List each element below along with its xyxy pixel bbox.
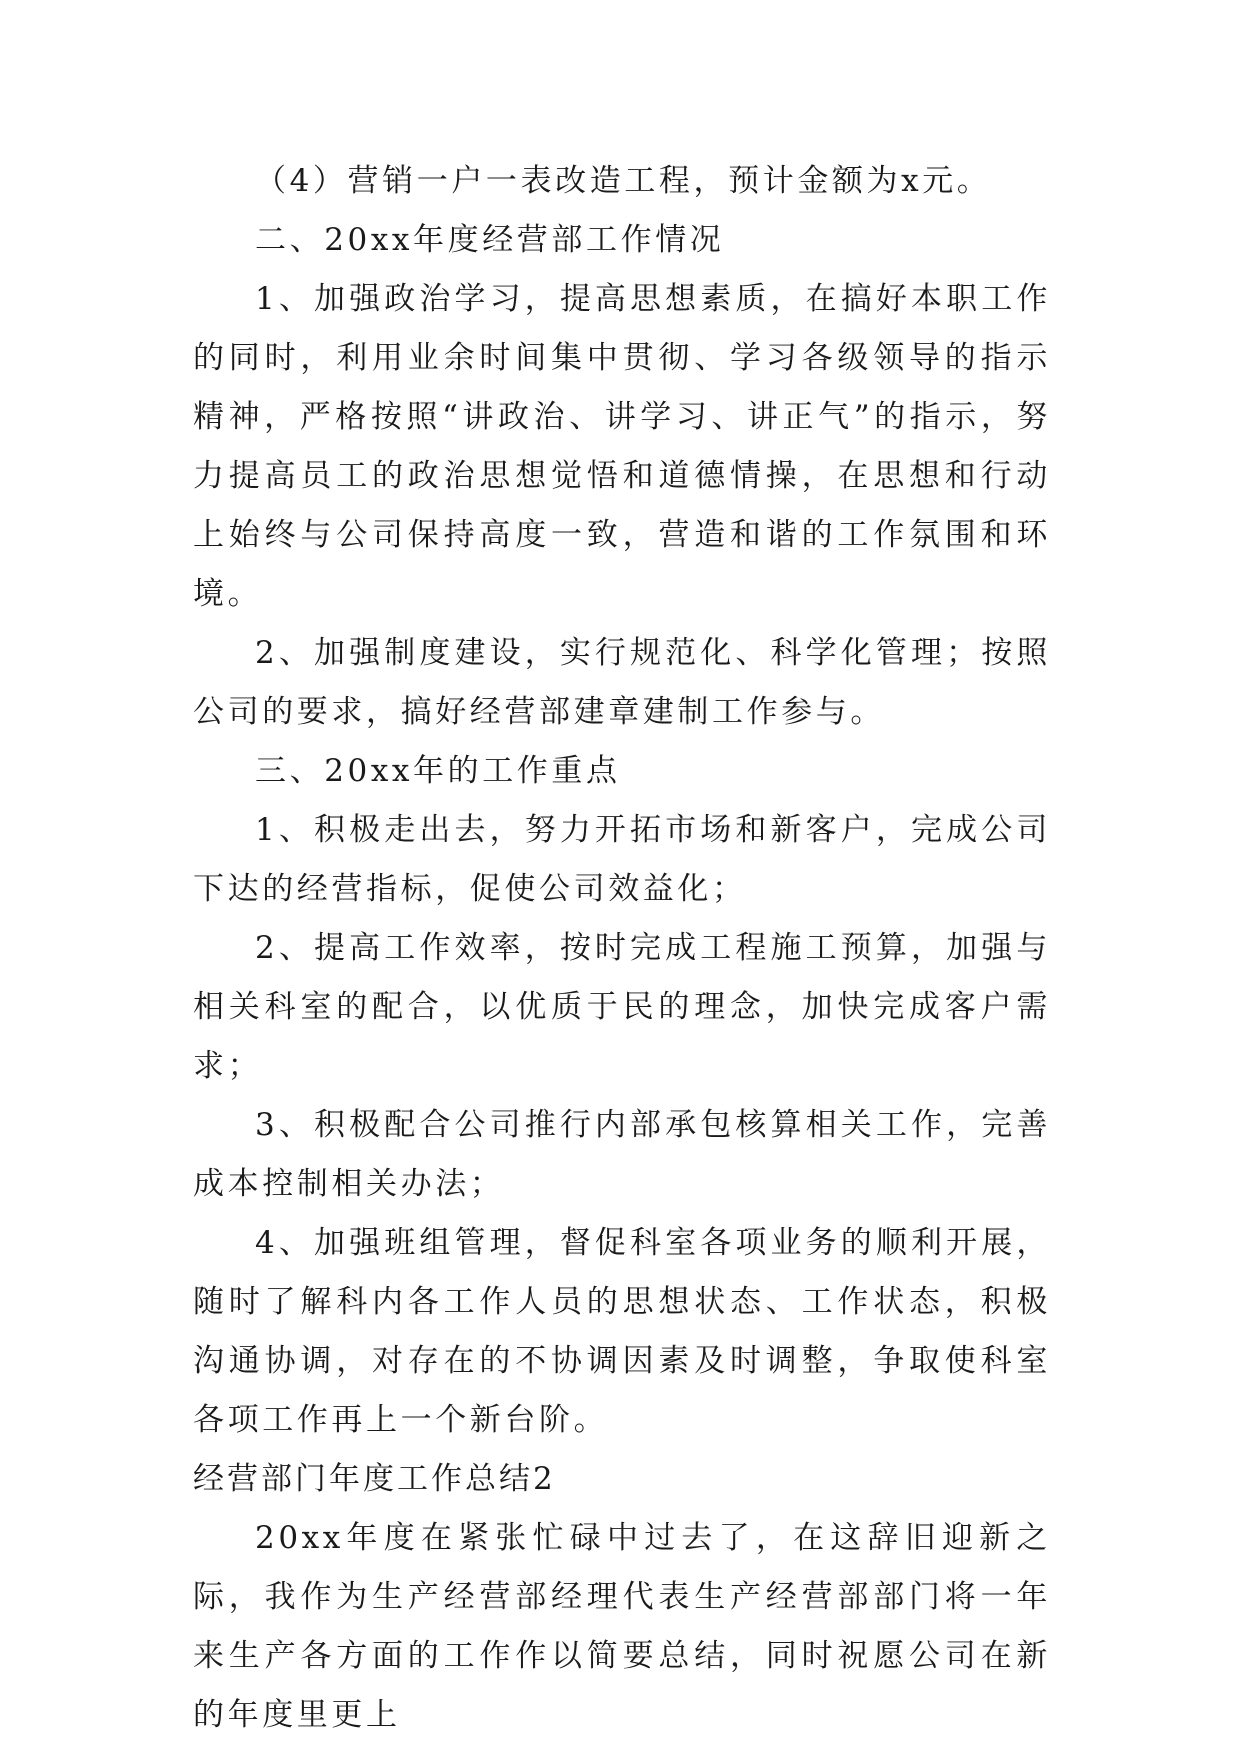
heading-work-situation: 二、20xx年度经营部工作情况 xyxy=(255,222,725,258)
document-body xyxy=(193,152,1051,1745)
paragraph-political-study: 1、加强政治学习，提高思想素质，在搞好本职工作的同时，利用业余时间集中贯彻、学习各级领导的指示精神，严格按照“讲政治、讲学习、讲正气”的指示，努力提高员工的政治思想觉悟和道德情操，在思想和行动上始终与公司保持高度一致，营造和谐的工作氛围和环境。 xyxy=(193,281,1051,612)
paragraph-focus-cost-control: 3、积极配合公司推行内部承包核算相关工作，完善成本控制相关办法； xyxy=(193,1107,1051,1202)
paragraph-system-building: 2、加强制度建设，实行规范化、科学化管理；按照公司的要求，搞好经营部建章建制工作参与。 xyxy=(193,635,1051,730)
paragraph-focus-efficiency: 2、提高工作效率，按时完成工程施工预算，加强与相关科室的配合，以优质于民的理念，加快完成客户需求； xyxy=(193,930,1051,1084)
paragraph-focus-team-management: 4、加强班组管理，督促科室各项业务的顺利开展，随时了解科内各工作人员的思想状态、工作状态，积极沟通协调，对存在的不协调因素及时调整，争取使科室各项工作再上一个新台阶。 xyxy=(193,1225,1051,1438)
paragraph-summary-intro: 20xx年度在紧张忙碌中过去了，在这辞旧迎新之际，我作为生产经营部经理代表生产经营部部门将一年来生产各方面的工作作以简要总结，同时祝愿公司在新的年度里更上 xyxy=(193,1520,1051,1733)
section-title: 经营部门年度工作总结2 xyxy=(193,1461,556,1497)
heading-work-focus: 三、20xx年的工作重点 xyxy=(255,753,621,789)
paragraph-focus-market: 1、积极走出去，努力开拓市场和新客户，完成公司下达的经营指标，促使公司效益化； xyxy=(193,812,1051,907)
paragraph-marketing-project: （4）营销一户一表改造工程，预计金额为x元。 xyxy=(255,163,992,199)
